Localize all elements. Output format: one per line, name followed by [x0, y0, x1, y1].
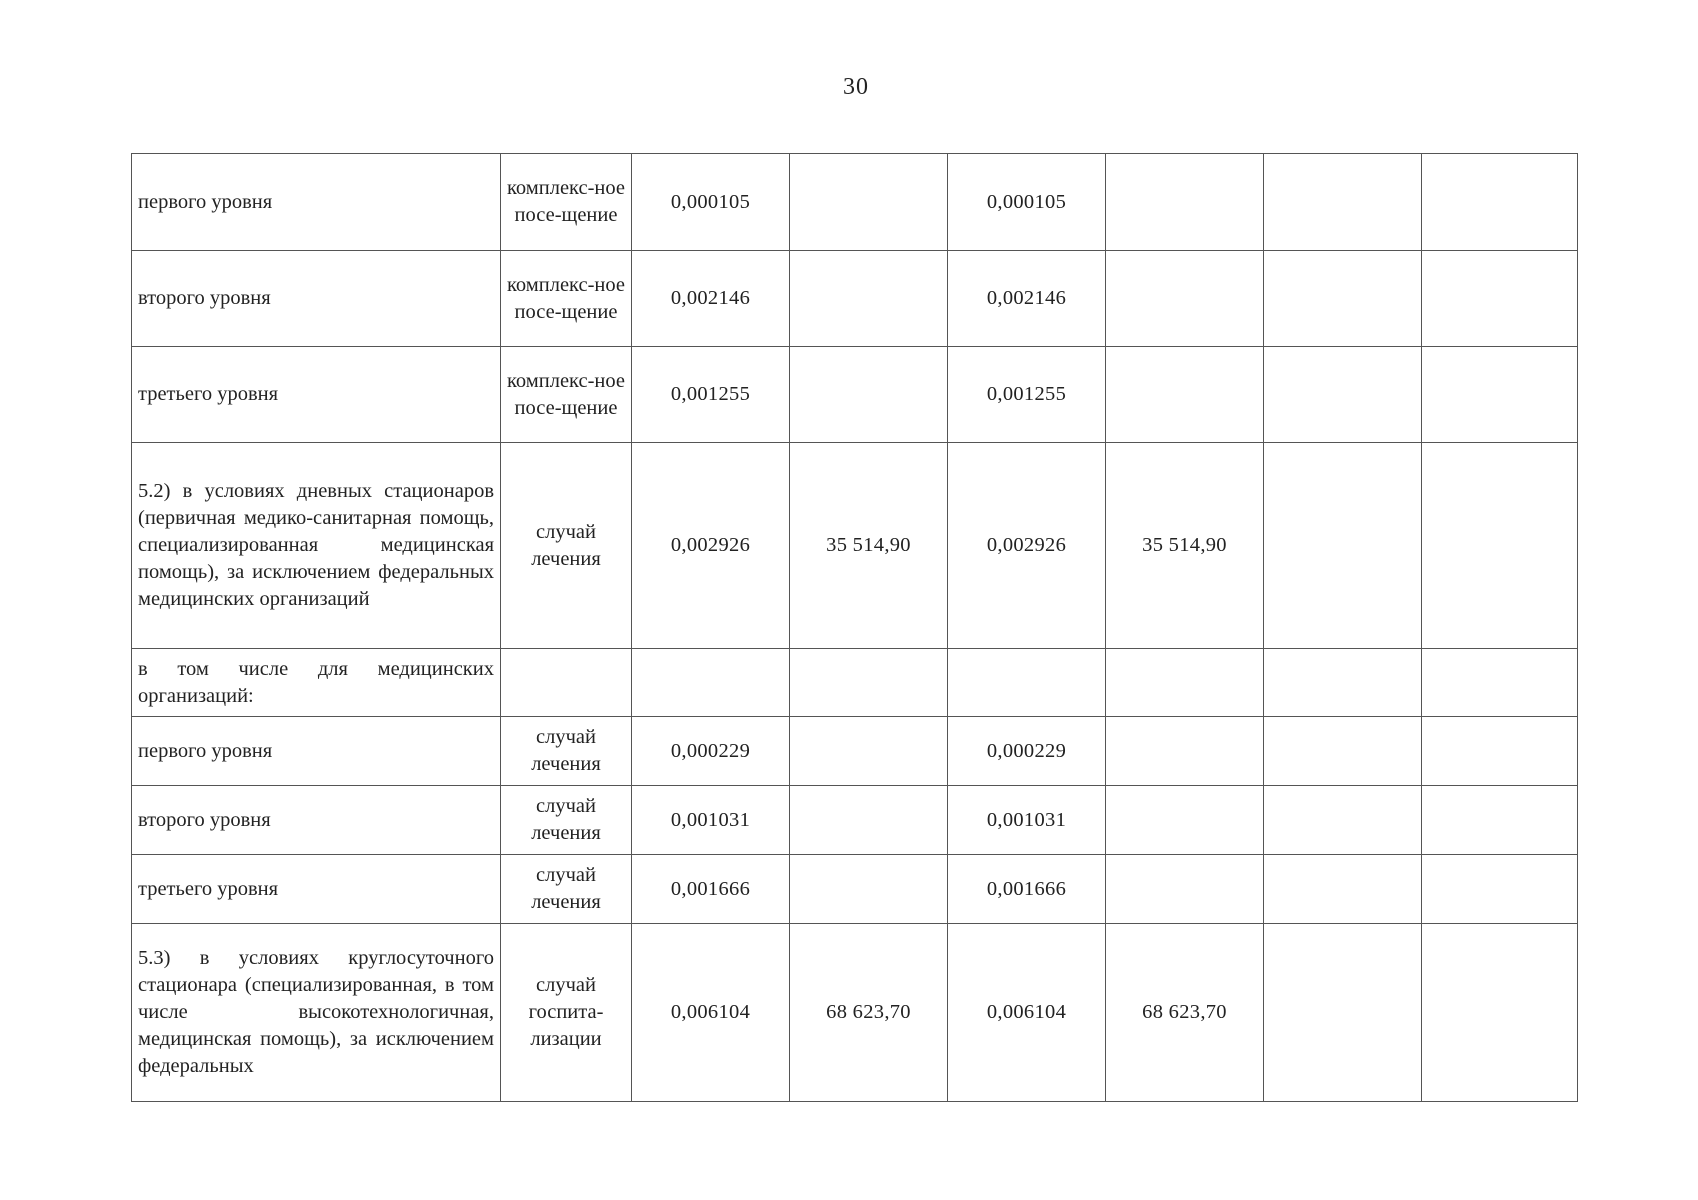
value-cell: [1264, 924, 1422, 1102]
value-cell: [790, 786, 948, 855]
value-cell: 0,001255: [948, 347, 1106, 443]
value-cell: [790, 154, 948, 251]
value-cell: [1264, 154, 1422, 251]
table-row: [132, 347, 1578, 443]
value-cell: [948, 649, 1106, 717]
unit-cell: случай лечения: [501, 443, 632, 649]
unit-cell: [501, 649, 632, 717]
value-cell: [790, 347, 948, 443]
value-cell: [1264, 786, 1422, 855]
value-cell: 0,002926: [632, 443, 790, 649]
value-cell: 0,001255: [632, 347, 790, 443]
value-cell: [1422, 443, 1578, 649]
value-cell: [1106, 251, 1264, 347]
value-cell: [1264, 443, 1422, 649]
row-name-cell: первого уровня: [132, 154, 501, 251]
unit-cell: комплекс-ное посе-щение: [501, 347, 632, 443]
unit-cell: случай лечения: [501, 786, 632, 855]
value-cell: [1264, 717, 1422, 786]
value-cell: 35 514,90: [790, 443, 948, 649]
row-name-cell: 5.2) в условиях дневных стационаров (первичная медико-санитарная помощь, специализированная медицинская помощь), за исключением федеральных медицинских организаций: [132, 443, 501, 649]
value-cell: [1264, 251, 1422, 347]
value-cell: [1422, 855, 1578, 924]
value-cell: 68 623,70: [790, 924, 948, 1102]
table-row: [132, 251, 1578, 347]
value-cell: 0,001031: [948, 786, 1106, 855]
value-cell: [1422, 717, 1578, 786]
value-cell: 68 623,70: [1106, 924, 1264, 1102]
row-name-cell: третьего уровня: [132, 347, 501, 443]
value-cell: [790, 855, 948, 924]
value-cell: [790, 251, 948, 347]
value-cell: 0,000229: [632, 717, 790, 786]
table-row: [132, 924, 1578, 1102]
norms-table: [131, 153, 1578, 1102]
page-number: 30: [843, 74, 869, 100]
row-name-cell: в том числе для медицинских организаций:: [132, 649, 501, 717]
value-cell: [1422, 154, 1578, 251]
value-cell: 0,000105: [948, 154, 1106, 251]
value-cell: 0,002926: [948, 443, 1106, 649]
value-cell: [1264, 347, 1422, 443]
value-cell: [1106, 649, 1264, 717]
value-cell: [1106, 154, 1264, 251]
table-row: [132, 717, 1578, 786]
row-name-cell: третьего уровня: [132, 855, 501, 924]
unit-cell: случай лечения: [501, 717, 632, 786]
value-cell: [1422, 786, 1578, 855]
row-name-cell: 5.3) в условиях круглосуточного стационара (специализированная, в том числе высокотехнологичная, медицинская помощь), за исключением федеральных: [132, 924, 501, 1102]
value-cell: [1422, 251, 1578, 347]
value-cell: [1106, 717, 1264, 786]
value-cell: [1106, 786, 1264, 855]
value-cell: 0,001666: [632, 855, 790, 924]
value-cell: [1264, 649, 1422, 717]
value-cell: [1422, 347, 1578, 443]
table-row: [132, 855, 1578, 924]
table-row: [132, 649, 1578, 717]
unit-cell: случай госпита-лизации: [501, 924, 632, 1102]
value-cell: 0,002146: [948, 251, 1106, 347]
value-cell: 35 514,90: [1106, 443, 1264, 649]
value-cell: 0,001031: [632, 786, 790, 855]
unit-cell: комплекс-ное посе-щение: [501, 251, 632, 347]
value-cell: 0,001666: [948, 855, 1106, 924]
table-row: [132, 786, 1578, 855]
value-cell: 0,002146: [632, 251, 790, 347]
table-row: [132, 443, 1578, 649]
row-name-cell: второго уровня: [132, 786, 501, 855]
value-cell: [1106, 855, 1264, 924]
value-cell: 0,000105: [632, 154, 790, 251]
table-row: [132, 154, 1578, 251]
value-cell: [1106, 347, 1264, 443]
value-cell: 0,006104: [632, 924, 790, 1102]
value-cell: 0,000229: [948, 717, 1106, 786]
value-cell: [632, 649, 790, 717]
value-cell: 0,006104: [948, 924, 1106, 1102]
value-cell: [1264, 855, 1422, 924]
value-cell: [790, 717, 948, 786]
row-name-cell: первого уровня: [132, 717, 501, 786]
row-name-cell: второго уровня: [132, 251, 501, 347]
value-cell: [1422, 649, 1578, 717]
value-cell: [1422, 924, 1578, 1102]
unit-cell: комплекс-ное посе-щение: [501, 154, 632, 251]
unit-cell: случай лечения: [501, 855, 632, 924]
value-cell: [790, 649, 948, 717]
